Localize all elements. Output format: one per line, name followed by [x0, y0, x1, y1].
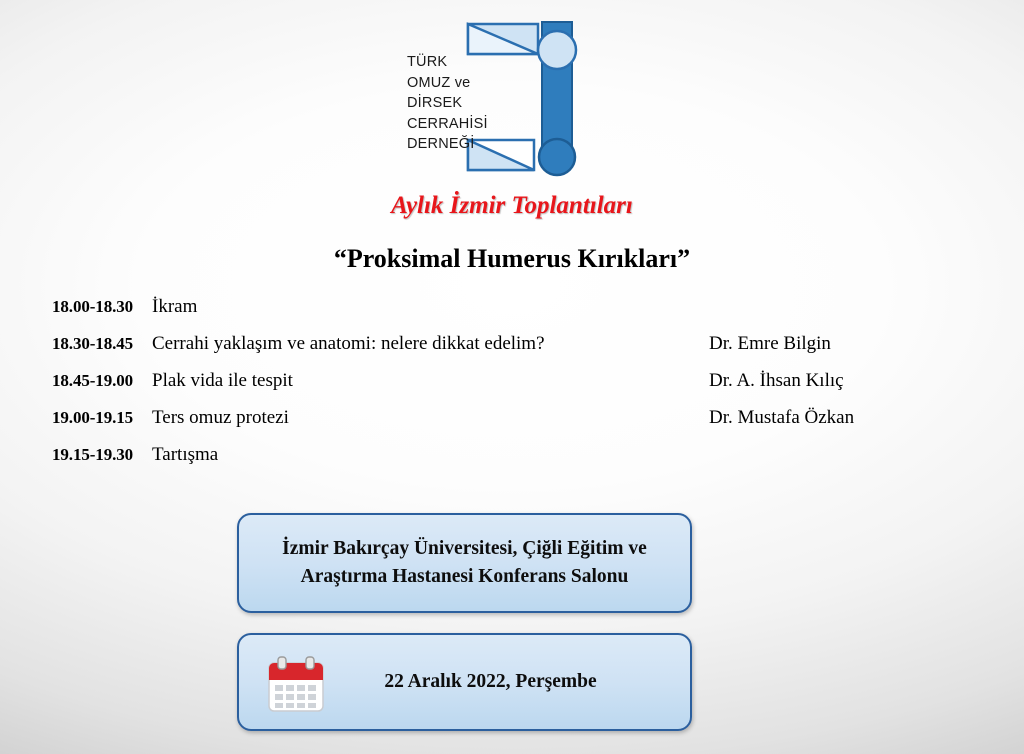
program-time: 19.00-19.15 [52, 408, 134, 427]
program-speaker: Dr. Emre Bilgin [709, 333, 831, 354]
list-item [52, 407, 982, 444]
program-topic: Cerrahi yaklaşım ve anatomi: nelere dikkat edelim? [152, 333, 545, 354]
program-time: 18.00-18.30 [52, 297, 134, 316]
calendar-icon [265, 656, 327, 714]
program-speaker: Dr. Mustafa Özkan [709, 407, 855, 428]
program-time: 19.15-19.30 [52, 445, 134, 464]
program-time: 18.45-19.00 [52, 371, 134, 390]
date-box [237, 633, 692, 731]
page-title: “Proksimal Humerus Kırıkları” [333, 244, 691, 273]
list-item [52, 444, 982, 481]
venue-line-1: İzmir Bakırçay Üniversitesi, Çiğli Eğitim ve [282, 537, 647, 559]
logo-text-line-3: DİRSEK [407, 95, 463, 112]
program-list [52, 296, 982, 481]
series-title: Aylık İzmir Toplantıları [391, 192, 633, 219]
list-item [52, 370, 982, 407]
venue-line-2: Araştırma Hastanesi Konferans Salonu [300, 566, 629, 587]
society-logo [407, 14, 617, 182]
program-topic: Tartışma [152, 444, 219, 465]
list-item [52, 333, 982, 370]
logo-container [0, 14, 1024, 182]
event-date: 22 Aralık 2022, Perşembe [384, 671, 597, 692]
list-item [52, 296, 982, 333]
venue-box [237, 513, 692, 613]
venue-text [264, 535, 665, 592]
program-speaker: Dr. A. İhsan Kılıç [709, 370, 844, 391]
program-topic: Ters omuz protezi [152, 407, 289, 428]
logo-text-line-2: OMUZ ve [407, 74, 471, 91]
logo-text-line-1: TÜRK [407, 54, 448, 70]
program-topic: Plak vida ile tespit [152, 370, 293, 391]
logo-text [407, 52, 488, 155]
logo-text-line-5: DERNEĞİ [407, 136, 475, 153]
program-time: 18.30-18.45 [52, 334, 134, 353]
logo-text-line-4: CERRAHİSİ [407, 115, 488, 132]
program-topic: İkram [152, 296, 198, 317]
